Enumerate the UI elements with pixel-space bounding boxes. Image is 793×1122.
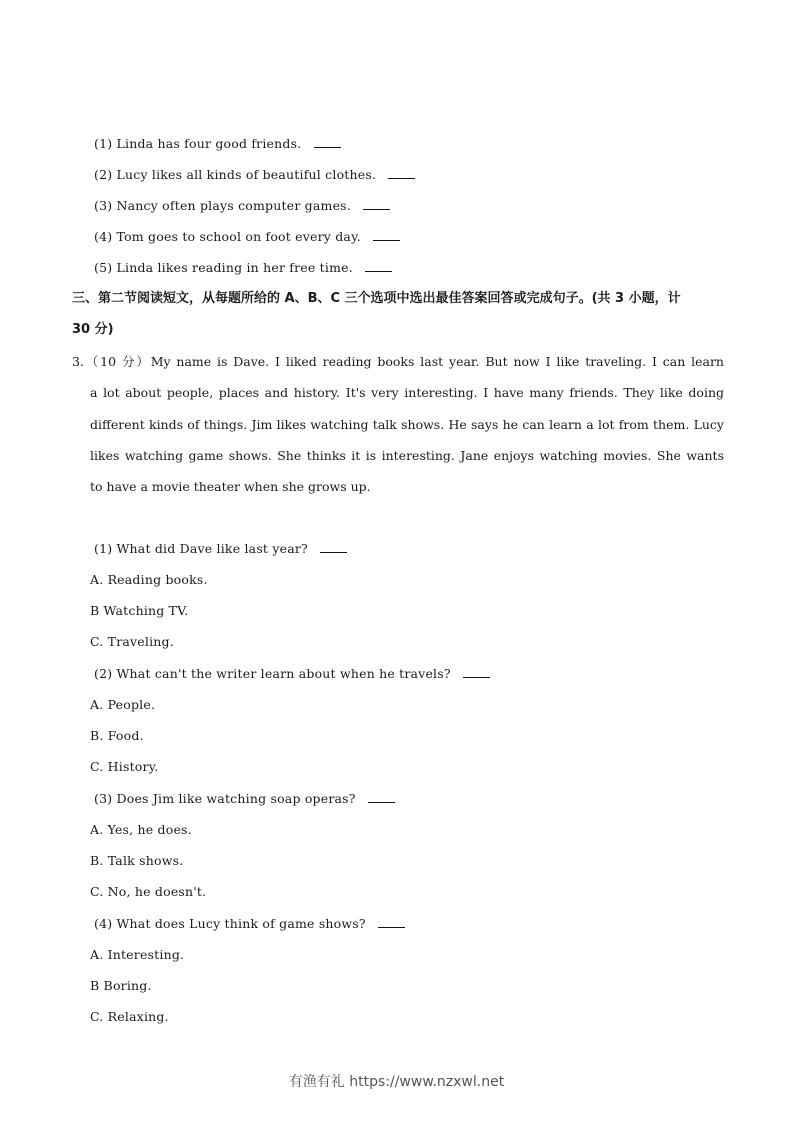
question-number: (1) bbox=[94, 541, 113, 556]
question-text: What can't the writer learn about when he travels? bbox=[116, 666, 451, 681]
sub-question bbox=[94, 791, 395, 807]
statement-text: Tom goes to school on foot every day. bbox=[116, 229, 361, 244]
passage-line: to have a movie theater when she grows up. bbox=[90, 479, 371, 495]
passage-line: a lot about people, places and history. It's very interesting. I have many friends. They like doing bbox=[90, 385, 724, 401]
statement-text: Linda likes reading in her free time. bbox=[116, 260, 353, 275]
option-c[interactable]: C. Relaxing. bbox=[90, 1009, 169, 1024]
statement-number: (5) bbox=[94, 260, 113, 275]
option-b[interactable]: B Watching TV. bbox=[90, 603, 189, 618]
option-a[interactable]: A. Interesting. bbox=[90, 947, 185, 962]
reading-passage bbox=[72, 346, 724, 502]
option-c[interactable]: C. No, he doesn't. bbox=[90, 884, 207, 899]
answer-blank[interactable] bbox=[314, 137, 341, 148]
question-text: Does Jim like watching soap operas? bbox=[116, 791, 356, 806]
option-a[interactable]: A. Reading books. bbox=[90, 572, 208, 587]
option-a[interactable]: A. People. bbox=[90, 697, 156, 712]
answer-blank[interactable] bbox=[378, 917, 405, 928]
question-number: (4) bbox=[94, 916, 113, 931]
question-text: What did Dave like last year? bbox=[116, 541, 308, 556]
section-heading-line2: 30 分) bbox=[72, 322, 114, 337]
statement-item bbox=[94, 260, 392, 276]
statement-item bbox=[94, 136, 341, 152]
passage-line: different kinds of things. Jim likes watching talk shows. He says he can learn a lot from them. Lucy bbox=[90, 416, 724, 432]
question-number: (3) bbox=[94, 791, 113, 806]
option-c[interactable]: C. History. bbox=[90, 759, 159, 774]
statement-number: (1) bbox=[94, 136, 113, 151]
sub-question bbox=[94, 666, 490, 682]
passage-line: 3.（10 分）My name is Dave. I liked reading books last year. But now I like traveling. I can learn bbox=[72, 354, 724, 369]
option-c[interactable]: C. Traveling. bbox=[90, 634, 174, 649]
option-b[interactable]: B Boring. bbox=[90, 978, 152, 993]
answer-blank[interactable] bbox=[463, 667, 490, 678]
option-b[interactable]: B. Talk shows. bbox=[90, 853, 184, 868]
statement-number: (3) bbox=[94, 198, 113, 213]
option-b[interactable]: B. Food. bbox=[90, 728, 144, 743]
question-text: What does Lucy think of game shows? bbox=[116, 916, 366, 931]
sub-question bbox=[94, 541, 347, 557]
answer-blank[interactable] bbox=[373, 230, 400, 241]
passage-line: likes watching game shows. She thinks it is interesting. Jane enjoys watching movies. She wants bbox=[90, 447, 724, 463]
option-a[interactable]: A. Yes, he does. bbox=[90, 822, 192, 837]
question-number: (2) bbox=[94, 666, 113, 681]
statement-text: Lucy likes all kinds of beautiful clothes. bbox=[116, 167, 377, 182]
statement-number: (4) bbox=[94, 229, 113, 244]
statement-text: Linda has four good friends. bbox=[116, 136, 302, 151]
statement-item bbox=[94, 198, 390, 214]
answer-blank[interactable] bbox=[368, 792, 395, 803]
statement-item bbox=[94, 167, 415, 183]
answer-blank[interactable] bbox=[365, 261, 392, 272]
answer-blank[interactable] bbox=[388, 168, 415, 179]
sub-question bbox=[94, 916, 405, 932]
statement-number: (2) bbox=[94, 167, 113, 182]
answer-blank[interactable] bbox=[320, 542, 347, 553]
footer-watermark: 有渔有礼 https://www.nzxwl.net bbox=[288, 1074, 505, 1090]
section-heading-line1: 三、第二节阅读短文，从每题所给的 A、B、C 三个选项中选出最佳答案回答或完成句子。(共 3 小题，计 bbox=[72, 291, 681, 306]
answer-blank[interactable] bbox=[363, 199, 390, 210]
statement-item bbox=[94, 229, 400, 245]
statement-text: Nancy often plays computer games. bbox=[116, 198, 351, 213]
